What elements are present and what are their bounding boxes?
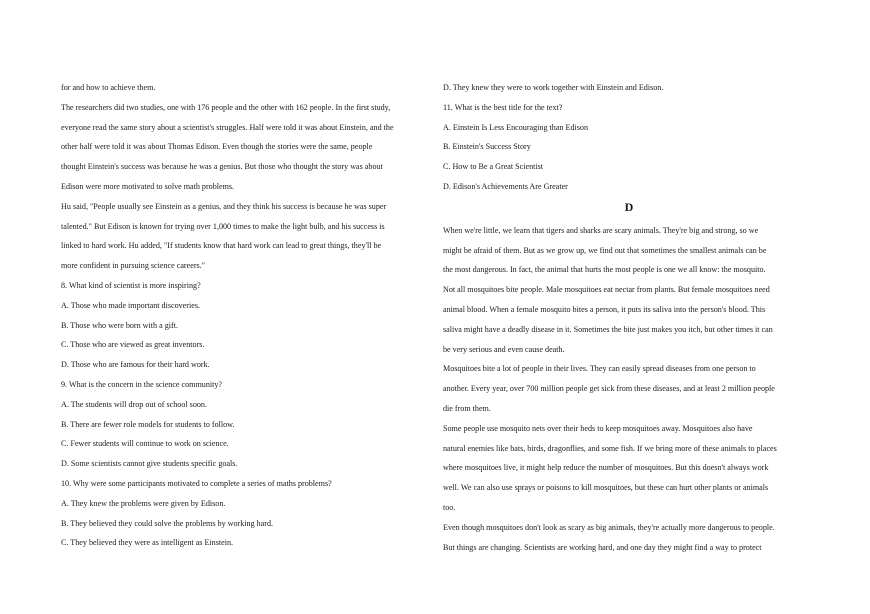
text-line: other half were told it was about Thomas Edison. Even though the stories were the same, people <box>61 142 373 152</box>
text-line: thought Einstein's success was because he was a genius. But those who thought the story was about <box>61 162 383 172</box>
text-line: D. Some scientists cannot give students specific goals. <box>61 459 238 469</box>
text-line: saliva might have a deadly disease in it. Sometimes the bite just makes you itch, but other times it can <box>443 324 773 334</box>
text-line: 9. What is the concern in the science community? <box>61 379 222 389</box>
text-line: B. There are fewer role models for students to follow. <box>61 419 235 429</box>
section-heading: D <box>624 199 634 214</box>
text-line: A. They knew the problems were given by Edison. <box>61 498 226 508</box>
text-line: Hu said, "People usually see Einstein as a genius, and they think his success is because he was super <box>61 201 387 211</box>
text-line: Mosquitoes bite a lot of people in their lives. They can easily spread diseases from one person to <box>443 364 756 374</box>
question-11-block <box>443 78 815 197</box>
text-line: 8. What kind of scientist is more inspiring? <box>61 280 201 290</box>
text-line: C. Those who are viewed as great inventors. <box>61 340 205 350</box>
text-line: Edison were more motivated to solve math problems. <box>61 181 235 191</box>
text-line: A. Those who made important discoveries. <box>61 300 200 310</box>
text-line: B. They believed they could solve the problems by working hard. <box>61 518 274 528</box>
text-line: well. We can also use sprays or poisons to kill mosquitoes, but these can hurt other plants or animals <box>443 483 769 493</box>
text-line: be very serious and even cause death. <box>443 344 565 354</box>
text-line: The researchers did two studies, one with 176 people and the other with 162 people. In the first study, <box>61 102 391 112</box>
text-line: another. Every year, over 700 million people get sick from these diseases, and at least 2 million people <box>443 384 775 394</box>
text-line: Even though mosquitoes don't look as scary as big animals, they're actually more dangerous to people. <box>443 522 775 532</box>
text-line: animal blood. When a female mosquito bites a person, it puts its saliva into the person's blood. This <box>443 304 766 314</box>
left-column <box>61 78 429 553</box>
passage-d <box>443 221 815 558</box>
right-column <box>443 78 815 557</box>
text-line: natural enemies like bats, birds, dragonflies, and some fish. If we bring more of these animals to places <box>443 443 777 453</box>
text-line: Some people use mosquito nets over their beds to keep mosquitoes away. Mosquitoes also have <box>443 423 753 433</box>
text-line: D. They knew they were to work together with Einstein and Edison. <box>443 83 664 92</box>
text-line: But things are changing. Scientists are working hard, and one day they might find a way to protect <box>443 542 762 552</box>
text-line: D. Edison's Achievements Are Greater <box>443 181 568 191</box>
text-line: C. Fewer students will continue to work on science. <box>61 439 229 449</box>
text-line: die from them. <box>443 403 491 413</box>
text-line: where mosquitoes live, it might help reduce the number of mosquitoes. But this doesn't always work <box>443 463 769 473</box>
text-line: B. Einstein's Success Story <box>443 142 531 152</box>
text-line: C. They believed they were as intelligent as Einstein. <box>61 538 234 548</box>
text-line: 11. What is the best title for the text? <box>443 102 563 112</box>
text-line: C. How to Be a Great Scientist <box>443 162 544 172</box>
text-line: everyone read the same story about a scientist's struggles. Half were told it was about Einstein, and the <box>61 122 394 132</box>
text-line: might be afraid of them. But as we grow up, we find out that sometimes the smallest animals can be <box>443 245 767 255</box>
text-line: too. <box>443 502 456 512</box>
text-line: A. The students will drop out of school soon. <box>61 399 207 409</box>
text-line: the most dangerous. In fact, the animal that hurts the most people is one we all know: the mosquito. <box>443 265 766 275</box>
text-line: B. Those who were born with a gift. <box>61 320 178 330</box>
text-line: 10. Why were some participants motivated to complete a series of maths problems? <box>61 478 332 488</box>
text-line: talented." But Edison is known for trying over 1,000 times to make the light bulb, and his success is <box>61 221 385 231</box>
text-line: for and how to achieve them. <box>61 83 156 92</box>
text-line: Not all mosquitoes bite people. Male mosquitoes eat nectar from plants. But female mosquitoes need <box>443 285 770 295</box>
text-line: linked to hard work. Hu added, "If students know that hard work can lead to great things, they'll be <box>61 241 382 251</box>
text-line: D. Those who are famous for their hard work. <box>61 360 210 370</box>
text-line: A. Einstein Is Less Encouraging than Edison <box>443 122 588 132</box>
text-line: more confident in pursuing science careers." <box>61 261 205 271</box>
text-line: When we're little, we learn that tigers and sharks are scary animals. They're big and strong, so we <box>443 225 759 235</box>
